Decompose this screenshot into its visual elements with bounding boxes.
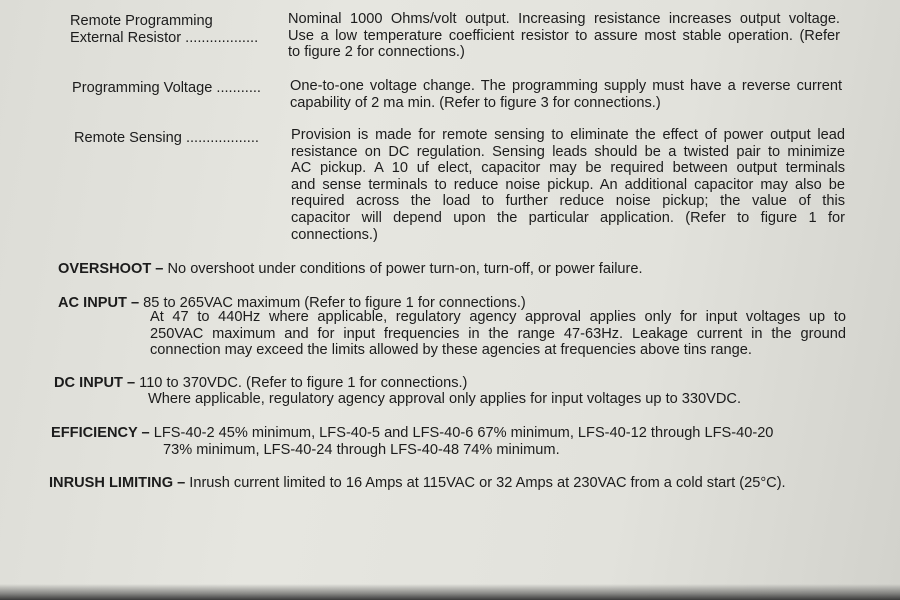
ac-input-heading: AC INPUT – xyxy=(58,295,140,311)
inrush-heading: INRUSH LIMITING – xyxy=(49,475,186,491)
efficiency-heading: EFFICIENCY – xyxy=(51,425,150,441)
remote-sensing-line: capacitor will depend upon the particular application. (Refer to figure 1 for xyxy=(291,209,845,226)
ac-input-first-line: 85 to 265VAC maximum (Refer to figure 1 for connections.) xyxy=(143,295,526,311)
overshoot-row xyxy=(58,261,643,278)
efficiency-row xyxy=(51,425,773,442)
remote-sensing-description xyxy=(291,127,845,243)
remote-sensing-line: AC pickup. A 10 uf elect, capacitor may be required between output terminals xyxy=(291,160,845,177)
remote-programming-label-line2: External Resistor .................. xyxy=(70,29,259,46)
programming-voltage-description xyxy=(290,78,842,111)
remote-sensing-line: and sense terminals to reduce noise pickup. An additional capacitor may also be xyxy=(291,176,845,193)
dc-input-first-line: 110 to 370VDC. (Refer to figure 1 for connections.) xyxy=(139,375,468,391)
ac-input-line: At 47 to 440Hz where applicable, regulatory agency approval applies only for input voltages up to xyxy=(150,309,846,325)
remote-sensing-line: required across the load to further reduce noise pickup; the value of this xyxy=(291,193,845,210)
programming-voltage-label: Programming Voltage ........... xyxy=(72,80,261,96)
programming-voltage-line: capability of 2 ma min. (Refer to figure 3 for connections.) xyxy=(290,94,661,111)
remote-sensing-line: connections.) xyxy=(291,226,378,243)
remote-programming-label xyxy=(70,13,258,46)
remote-sensing-line: resistance on DC regulation. Sensing leads should be a twisted pair to minimize xyxy=(291,143,845,160)
remote-programming-line: Use a low temperature coefficient resistor to assure most stable operation. (Refer xyxy=(288,27,840,44)
ac-input-line: connection may exceed the limits allowed by these agencies at frequencies above tins range. xyxy=(150,342,752,359)
efficiency-first-line: LFS-40-2 45% minimum, LFS-40-5 and LFS-40-6 67% minimum, LFS-40-12 through LFS-40-20 xyxy=(153,425,774,441)
efficiency-second-line: 73% minimum, LFS-40-24 through LFS-40-48 74% minimum. xyxy=(163,442,560,458)
inrush-text: Inrush current limited to 16 Amps at 115VAC or 32 Amps at 230VAC from a cold start (25°C). xyxy=(189,475,786,491)
programming-voltage-line: One-to-one voltage change. The programming supply must have a reverse current xyxy=(290,78,842,94)
overshoot-text: No overshoot under conditions of power turn-on, turn-off, or power failure. xyxy=(167,261,643,277)
dc-input-heading: DC INPUT – xyxy=(54,375,136,391)
remote-sensing-line: Provision is made for remote sensing to eliminate the effect of power output lead xyxy=(291,127,845,143)
remote-sensing-label: Remote Sensing .................. xyxy=(74,130,259,146)
ac-input-line: 250VAC maximum and for input frequencies in the range 47-63Hz. Leakage current in the ground xyxy=(150,325,846,342)
page-bottom-edge-shadow xyxy=(0,584,900,600)
remote-programming-line: Nominal 1000 Ohms/volt output. Increasing resistance increases output voltage. xyxy=(288,11,840,27)
remote-programming-line: to figure 2 for connections.) xyxy=(288,44,465,61)
dc-input-row xyxy=(54,375,467,392)
remote-programming-label-line1: Remote Programming xyxy=(70,13,213,29)
overshoot-heading: OVERSHOOT – xyxy=(58,261,164,277)
dc-input-second-line: Where applicable, regulatory agency approval only applies for input voltages up to 330VDC. xyxy=(148,391,742,407)
inrush-row xyxy=(49,475,786,492)
ac-input-description xyxy=(150,309,846,359)
remote-programming-description xyxy=(288,11,840,61)
